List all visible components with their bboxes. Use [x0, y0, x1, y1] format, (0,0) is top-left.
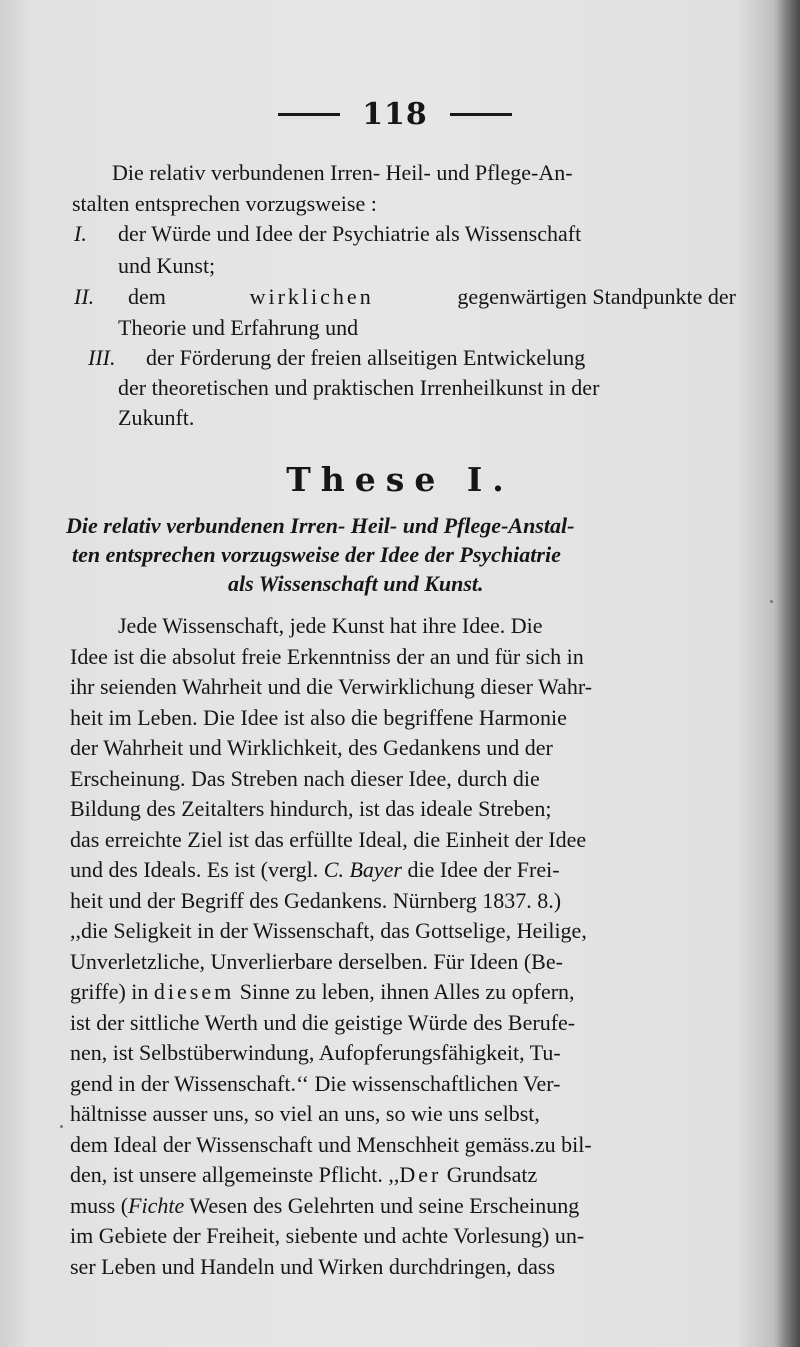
body-line-15: nen, ist Selbstüberwindung, Aufopferungsfähigkeit, Tu- [70, 1040, 561, 1065]
body-line-10: heit und der Begriff des Gedankens. Nürnberg 1837. 8.) [70, 888, 562, 913]
page-header [260, 94, 530, 134]
body-line-11: ,,die Seligkeit in der Wissenschaft, das Gottselige, Heilige, [70, 918, 587, 943]
item-3-line-3: Zukunft. [118, 405, 195, 430]
item-1-line-1: der Würde und Idee der Psychiatrie als Wissenschaft [118, 221, 582, 246]
body-line-17: hältnisse ausser uns, so viel an uns, so wie uns selbst, [70, 1101, 540, 1126]
item-2-line-1 [128, 283, 736, 311]
body-line-4: heit im Leben. Die Idee ist also die begriffene Harmonie [70, 705, 567, 730]
roman-numeral: I. [74, 221, 87, 246]
roman-numeral: II. [74, 284, 95, 309]
spaced-word: diesem [153, 979, 235, 1004]
thesis-line-2: ten entsprechen vorzugsweise der Idee der Psychiatrie [72, 542, 561, 567]
body-line-14: ist der sittliche Werth und die geistige Würde des Berufe- [70, 1010, 576, 1035]
body-line-20-a: muss ( [70, 1193, 129, 1218]
body-line-18: dem Ideal der Wissenschaft und Menschheit gemäss.zu bil- [70, 1132, 592, 1157]
intro-line-2: stalten entsprechen vorzugsweise : [72, 191, 377, 216]
item-2-numeral [74, 283, 94, 311]
body-line-5: der Wahrheit und Wirklichkeit, des Gedankens und der [70, 735, 553, 760]
body-line-19 [70, 1161, 537, 1189]
header-rule-left [278, 113, 340, 116]
thesis-line-1: Die relativ verbundenen Irren- Heil- und Pflege-Anstal- [66, 513, 575, 538]
body-line-9 [70, 856, 560, 884]
item-1-line-2: und Kunst; [118, 253, 216, 278]
item-2-spaced-word: wirklichen [249, 284, 374, 309]
body-line-13-b: Sinne zu leben, ihnen Alles zu opfern, [239, 979, 575, 1004]
body-line-20 [70, 1192, 579, 1220]
body-line-16: gend in der Wissenschaft.‘‘ Die wissenschaftlichen Ver- [70, 1071, 561, 1096]
book-spine-shadow [774, 0, 800, 1347]
body-line-7: Bildung des Zeitalters hindurch, ist das ideale Streben; [70, 796, 552, 821]
body-line-19-a: den, ist unsere allgemeinste Pflicht. ,, [70, 1162, 400, 1187]
roman-numeral: III. [88, 345, 116, 370]
body-line-13-a: griffe) in [70, 979, 149, 1004]
item-2-word-3: gegenwärtigen Standpunkte der [457, 284, 736, 309]
author-name: C. Bayer [323, 857, 402, 882]
thesis-line-3: als Wissenschaft und Kunst. [228, 571, 484, 596]
body-line-9-b: die Idee der Frei- [407, 857, 560, 882]
item-3-line-2: der theoretischen und praktischen Irrenheilkunst in der [118, 375, 600, 400]
body-line-20-b: Wesen des Gelehrten und seine Erscheinung [189, 1193, 580, 1218]
body-line-1: Jede Wissenschaft, jede Kunst hat ihre Idee. Die [118, 613, 543, 638]
page-number: 118 [362, 96, 428, 132]
body-line-12: Unverletzliche, Unverlierbare derselben. Für Ideen (Be- [70, 949, 563, 974]
body-line-6: Erscheinung. Das Streben nach dieser Idee, durch die [70, 766, 540, 791]
body-line-21: im Gebiete der Freiheit, siebente und achte Vorlesung) un- [70, 1223, 585, 1248]
thesis-title: These I. [286, 460, 514, 499]
body-line-8: das erreichte Ziel ist das erfüllte Ideal, die Einheit der Idee [70, 827, 587, 852]
body-line-13 [70, 978, 575, 1006]
item-3-line-1: der Förderung der freien allseitigen Entwickelung [146, 345, 586, 370]
paper-speck [60, 1125, 63, 1128]
intro-line-1: Die relativ verbundenen Irren- Heil- und Pflege-An- [112, 160, 573, 185]
item-3-numeral [88, 344, 115, 372]
spaced-word: Der [399, 1162, 442, 1187]
header-rule-right [450, 113, 512, 116]
item-2-word-1: dem [128, 284, 166, 309]
item-2-line-2: Theorie und Erfahrung und [118, 315, 359, 340]
body-line-3: ihr seienden Wahrheit und die Verwirklichung dieser Wahr- [70, 674, 593, 699]
author-name: Fichte [128, 1193, 185, 1218]
body-line-2: Idee ist die absolut freie Erkenntniss der an und für sich in [70, 644, 584, 669]
item-1-numeral [74, 220, 87, 248]
body-line-19-b: Grundsatz [446, 1162, 538, 1187]
body-line-9-a: und des Ideals. Es ist (vergl. [70, 857, 319, 882]
paper-speck [770, 600, 773, 603]
body-line-22: ser Leben und Handeln und Wirken durchdringen, dass [70, 1254, 556, 1279]
